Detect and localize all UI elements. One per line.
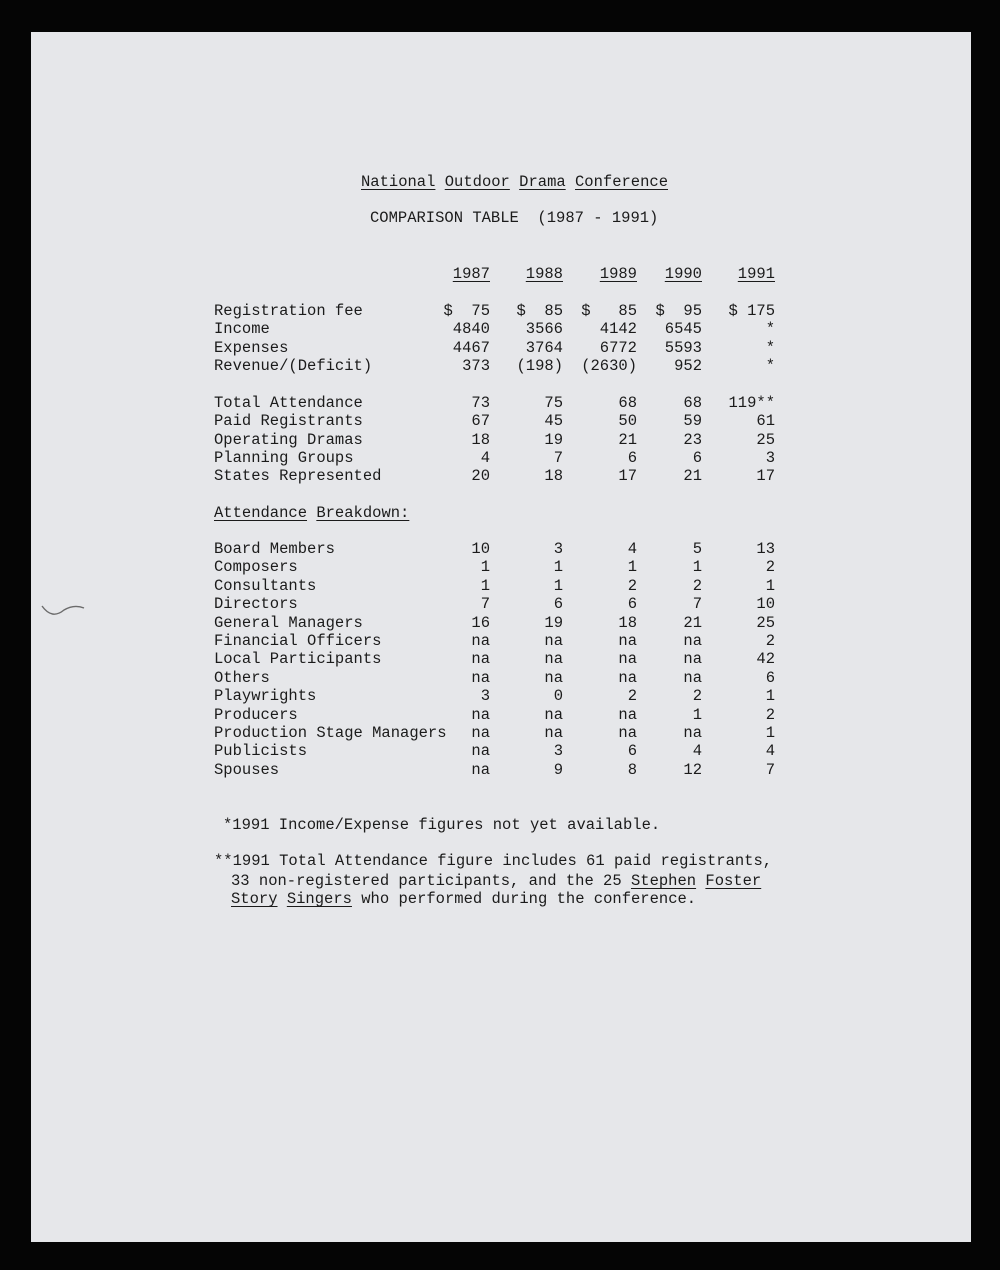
footnote-income: *1991 Income/Expense figures not yet available. bbox=[223, 816, 661, 834]
attendance-row-cell: 4 bbox=[480, 448, 490, 467]
breakdown-row-cell: na bbox=[618, 632, 637, 650]
summary-row-cell: 4467 bbox=[452, 338, 490, 357]
breakdown-row-cell: 4 bbox=[627, 540, 637, 558]
year-header: 1989 bbox=[599, 265, 637, 283]
breakdown-row-cell: 5 bbox=[692, 540, 702, 558]
breakdown-row-cell: 10 bbox=[756, 595, 775, 614]
attendance-row-cell: 23 bbox=[683, 430, 702, 449]
footnote-underlined-word: Foster bbox=[705, 872, 762, 890]
summary-row-label: Registration fee bbox=[214, 302, 363, 320]
attendance-row-cell: 59 bbox=[683, 412, 702, 431]
summary-row-cell: 4142 bbox=[599, 320, 637, 339]
breakdown-row-label: Local Participants bbox=[214, 650, 382, 669]
breakdown-row-cell: 1 bbox=[480, 558, 490, 577]
attendance-row-cell: 17 bbox=[756, 467, 775, 486]
footnote-attendance-line1: **1991 Total Attendance figure includes 61 paid registrants, bbox=[214, 852, 773, 870]
summary-row-cell: (198) bbox=[516, 356, 563, 375]
attendance-row-cell: 3 bbox=[765, 448, 775, 467]
summary-row-cell: $ 85 bbox=[516, 302, 563, 320]
summary-row-cell: * bbox=[765, 356, 775, 375]
heading-word: Attendance bbox=[214, 504, 308, 522]
summary-row-cell: 3764 bbox=[525, 338, 563, 357]
attendance-row-label: Operating Dramas bbox=[214, 430, 363, 449]
summary-row-cell: 3566 bbox=[525, 320, 563, 339]
breakdown-row-label: General Managers bbox=[214, 613, 363, 632]
breakdown-row-cell: 1 bbox=[765, 576, 775, 595]
breakdown-row-cell: 16 bbox=[471, 613, 490, 632]
breakdown-row-cell: 3 bbox=[553, 540, 563, 558]
breakdown-row-cell: 1 bbox=[553, 558, 563, 577]
attendance-row-cell: 21 bbox=[618, 430, 637, 449]
year-header: 1987 bbox=[452, 265, 490, 283]
breakdown-row-cell: 2 bbox=[692, 576, 702, 595]
breakdown-row-cell: na bbox=[683, 724, 702, 742]
document-subtitle: COMPARISON TABLE (1987 - 1991) bbox=[370, 209, 659, 227]
footnote-attendance-line3 bbox=[231, 890, 696, 908]
breakdown-row-cell: 9 bbox=[553, 760, 563, 779]
attendance-row-cell: 50 bbox=[618, 412, 637, 431]
breakdown-row-cell: 7 bbox=[692, 595, 702, 614]
summary-row-cell: * bbox=[765, 320, 775, 339]
breakdown-row-cell: 1 bbox=[627, 558, 637, 577]
breakdown-row-cell: na bbox=[544, 724, 563, 742]
breakdown-row-cell: na bbox=[618, 650, 637, 669]
attendance-row-label: Paid Registrants bbox=[214, 412, 363, 431]
attendance-row-cell: 61 bbox=[756, 412, 775, 431]
breakdown-row-cell: 21 bbox=[683, 613, 702, 632]
breakdown-row-cell: 2 bbox=[627, 576, 637, 595]
footnote-text: 33 non-registered participants, and the 25 bbox=[231, 872, 631, 890]
summary-row-label: Income bbox=[214, 320, 270, 339]
breakdown-row-label: Publicists bbox=[214, 742, 308, 761]
breakdown-row-cell: na bbox=[683, 668, 702, 687]
attendance-row-label: States Represented bbox=[214, 467, 382, 486]
breakdown-row-cell: na bbox=[544, 632, 563, 650]
summary-row-cell: $ 85 bbox=[581, 302, 637, 320]
attendance-row-cell: 73 bbox=[471, 394, 490, 412]
breakdown-row-cell: 1 bbox=[692, 558, 702, 577]
breakdown-row-cell: 7 bbox=[765, 760, 775, 779]
breakdown-row-label: Directors bbox=[214, 595, 298, 614]
attendance-row-cell: 6 bbox=[692, 448, 702, 467]
breakdown-row-cell: 2 bbox=[692, 687, 702, 706]
summary-row-cell: $ 175 bbox=[728, 302, 775, 320]
year-header: 1988 bbox=[525, 265, 563, 283]
attendance-row-cell: 20 bbox=[471, 467, 490, 486]
summary-row-cell: $ 95 bbox=[655, 302, 702, 320]
breakdown-row-cell: na bbox=[471, 632, 490, 650]
breakdown-row-cell: 2 bbox=[627, 687, 637, 706]
attendance-row-cell: 18 bbox=[544, 467, 563, 486]
breakdown-row-label: Board Members bbox=[214, 540, 335, 558]
attendance-row-cell: 25 bbox=[756, 430, 775, 449]
breakdown-row-cell: 7 bbox=[480, 595, 490, 614]
summary-row-cell: 6545 bbox=[664, 320, 702, 339]
breakdown-row-label: Playwrights bbox=[214, 687, 317, 706]
breakdown-row-label: Consultants bbox=[214, 576, 317, 595]
attendance-row-cell: 17 bbox=[618, 467, 637, 486]
breakdown-row-cell: 2 bbox=[765, 632, 775, 650]
attendance-row-label: Planning Groups bbox=[214, 448, 354, 467]
attendance-row-cell: 7 bbox=[553, 448, 563, 467]
breakdown-row-cell: 6 bbox=[627, 742, 637, 761]
breakdown-row-label: Composers bbox=[214, 558, 298, 577]
title-word: Drama bbox=[519, 173, 566, 191]
breakdown-row-cell: 2 bbox=[765, 705, 775, 724]
breakdown-row-cell: 1 bbox=[765, 724, 775, 742]
breakdown-row-cell: na bbox=[471, 724, 490, 742]
summary-row-cell: 6772 bbox=[599, 338, 637, 357]
breakdown-row-cell: 18 bbox=[618, 613, 637, 632]
footnote-text: who performed during the conference. bbox=[351, 890, 697, 908]
attendance-row-cell: 68 bbox=[618, 394, 637, 412]
year-header: 1990 bbox=[664, 265, 702, 283]
summary-row-cell: (2630) bbox=[581, 356, 637, 375]
attendance-row-cell: 19 bbox=[544, 430, 563, 449]
breakdown-row-cell: 42 bbox=[756, 650, 775, 669]
summary-row-cell: * bbox=[765, 338, 775, 357]
attendance-row-cell: 45 bbox=[544, 412, 563, 431]
attendance-row-cell: 21 bbox=[683, 467, 702, 486]
breakdown-row-cell: 4 bbox=[765, 742, 775, 761]
heading-word: Breakdown: bbox=[316, 504, 410, 522]
breakdown-row-cell: na bbox=[544, 705, 563, 724]
breakdown-row-cell: 1 bbox=[553, 576, 563, 595]
summary-row-label: Expenses bbox=[214, 338, 289, 357]
attendance-row-cell: 67 bbox=[471, 412, 490, 431]
attendance-row-cell: 18 bbox=[471, 430, 490, 449]
breakdown-row-cell: na bbox=[618, 668, 637, 687]
breakdown-row-cell: na bbox=[471, 705, 490, 724]
breakdown-row-cell: 19 bbox=[544, 613, 563, 632]
breakdown-row-cell: 6 bbox=[553, 595, 563, 614]
breakdown-row-cell: na bbox=[544, 668, 563, 687]
footnote-underlined-word: Stephen bbox=[630, 872, 697, 890]
breakdown-row-cell: na bbox=[544, 650, 563, 669]
breakdown-row-cell: 13 bbox=[756, 540, 775, 558]
attendance-row-cell: 68 bbox=[683, 394, 702, 412]
breakdown-row-cell: 6 bbox=[627, 595, 637, 614]
summary-row-label: Revenue/(Deficit) bbox=[214, 356, 373, 375]
breakdown-row-cell: 8 bbox=[627, 760, 637, 779]
footnote-underlined-word: Singers bbox=[286, 890, 352, 908]
breakdown-row-cell: 0 bbox=[553, 687, 563, 706]
breakdown-row-cell: na bbox=[683, 650, 702, 669]
breakdown-row-cell: 1 bbox=[765, 687, 775, 706]
breakdown-row-label: Producers bbox=[214, 705, 298, 724]
breakdown-row-label: Financial Officers bbox=[214, 632, 382, 650]
document-title bbox=[361, 173, 668, 191]
breakdown-row-cell: 1 bbox=[692, 705, 702, 724]
breakdown-row-cell: na bbox=[618, 705, 637, 724]
year-header: 1991 bbox=[737, 265, 775, 283]
breakdown-row-cell: 25 bbox=[756, 613, 775, 632]
attendance-row-cell: 75 bbox=[544, 394, 563, 412]
title-word: Conference bbox=[575, 173, 669, 191]
attendance-row-label: Total Attendance bbox=[214, 394, 363, 412]
summary-row-cell: 373 bbox=[462, 356, 490, 375]
breakdown-row-label: Others bbox=[214, 668, 270, 687]
title-word: National bbox=[361, 173, 436, 191]
breakdown-row-label: Production Stage Managers bbox=[214, 724, 447, 742]
breakdown-row-cell: na bbox=[683, 632, 702, 650]
breakdown-row-cell: 10 bbox=[471, 540, 490, 558]
breakdown-row-cell: 3 bbox=[553, 742, 563, 761]
pencil-mark bbox=[38, 598, 88, 620]
footnote-underlined-word: Story bbox=[231, 890, 278, 908]
summary-row-cell: $ 75 bbox=[443, 302, 490, 320]
breakdown-row-cell: na bbox=[618, 724, 637, 742]
breakdown-row-cell: 2 bbox=[765, 558, 775, 577]
breakdown-row-cell: na bbox=[471, 760, 490, 779]
summary-row-cell: 952 bbox=[674, 356, 702, 375]
footnote-attendance-line2 bbox=[231, 872, 761, 890]
attendance-row-cell: 6 bbox=[627, 448, 637, 467]
breakdown-row-cell: 3 bbox=[480, 687, 490, 706]
summary-row-cell: 4840 bbox=[452, 320, 490, 339]
breakdown-row-cell: na bbox=[471, 650, 490, 669]
attendance-row-cell: 119** bbox=[728, 394, 775, 412]
breakdown-row-label: Spouses bbox=[214, 760, 280, 779]
breakdown-row-cell: 4 bbox=[692, 742, 702, 761]
breakdown-row-cell: 6 bbox=[765, 668, 775, 687]
breakdown-row-cell: 1 bbox=[480, 576, 490, 595]
breakdown-row-cell: na bbox=[471, 668, 490, 687]
breakdown-heading bbox=[214, 504, 409, 522]
summary-row-cell: 5593 bbox=[664, 338, 702, 357]
breakdown-row-cell: 12 bbox=[683, 760, 702, 779]
breakdown-row-cell: na bbox=[471, 742, 490, 761]
title-word: Outdoor bbox=[444, 173, 510, 191]
